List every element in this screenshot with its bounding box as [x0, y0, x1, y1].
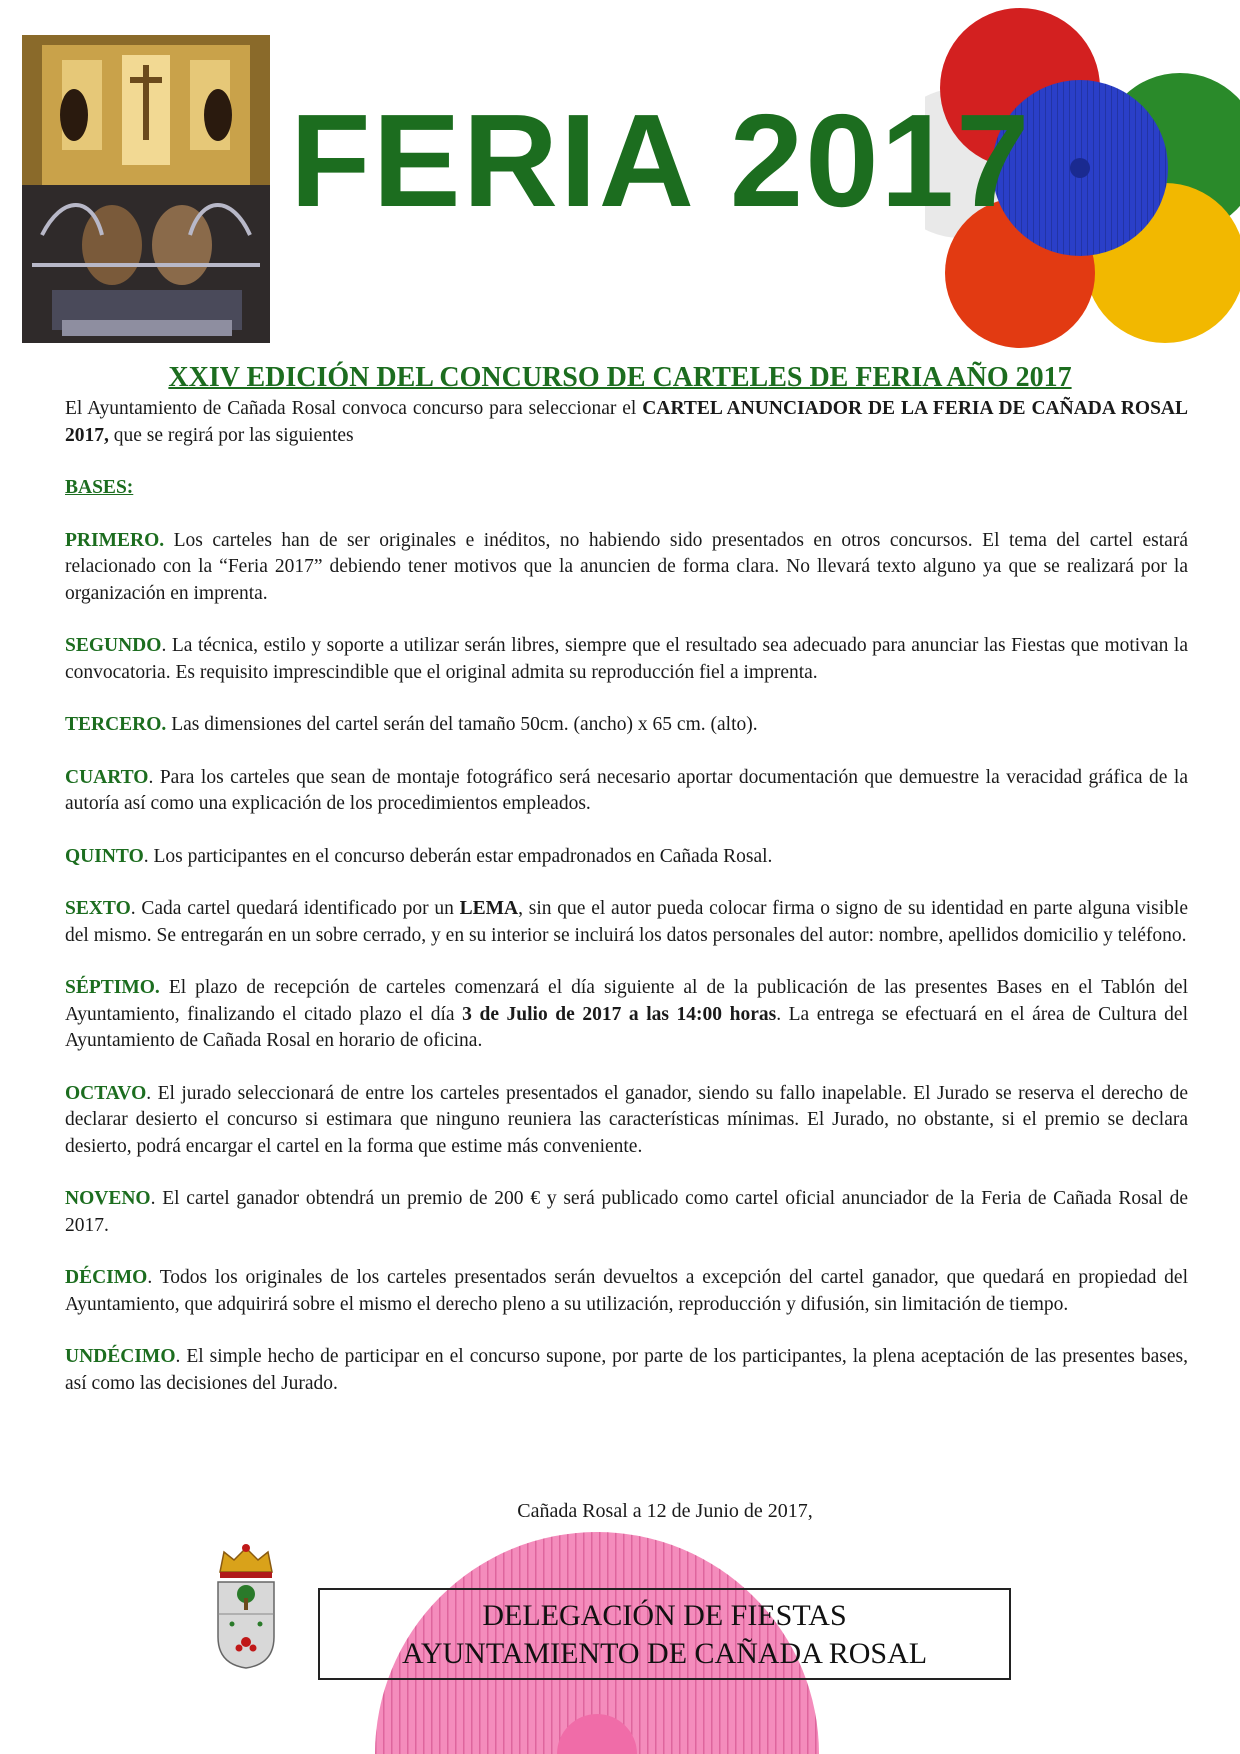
base-text: . Cada cartel quedará identificado por un — [130, 898, 460, 919]
bases-heading-text: BASES: — [65, 477, 134, 498]
signature-line-1: DELEGACIÓN DE FIESTAS — [482, 1599, 847, 1632]
base-text: . La entrega se efectuará en el área de Cultura del Ayuntamiento de Cañada Rosal en horario de oficina. — [65, 1003, 1188, 1051]
base-text: . La técnica, estilo y soporte a utilizar serán libres, siempre que el resultado sea adecuado para anunciar las Fiestas que motivan la convocatoria. Es requisito imprescindible que el original admita su reproducción fiel a imprenta. — [65, 635, 1188, 683]
base-text: . Todos los originales de los carteles presentados serán devueltos a excepción del cartel ganador, que quedará en propiedad del Ayuntamiento, que adquirirá sobre el mismo el derecho pleno a su utilización, reproducción y difusión, sin limitación de tiempo. — [65, 1267, 1188, 1315]
base-paragraph — [65, 896, 1188, 949]
signature-line-2: AYUNTAMIENTO DE CAÑADA ROSAL — [401, 1637, 928, 1670]
base-text: . Para los carteles que sean de montaje fotográfico será necesario aportar documentación que demuestre la veracidad gráfica de la autoría así como una explicación de los procedimientos empleados. — [65, 766, 1188, 814]
intro-text: El Ayuntamiento de Cañada Rosal convoca concurso para seleccionar el — [65, 398, 643, 419]
base-paragraph — [65, 1344, 1188, 1397]
base-text: . El cartel ganador obtendrá un premio de 200 € y será publicado como cartel oficial anunciador de la Feria de Cañada Rosal de 2017. — [65, 1188, 1188, 1236]
base-heading: NOVENO — [65, 1188, 151, 1209]
base-paragraph — [65, 712, 1188, 739]
base-text: Los carteles han de ser originales e inéditos, no habiendo sido presentados en otros concursos. El tema del cartel estará relacionado con la “Feria 2017” debiendo tener motivos que la anuncien de forma clara. No llevará texto alguno ya que se realizará por la organización en imprenta. — [65, 529, 1188, 604]
document-body — [65, 396, 1188, 1423]
intro-text-end: que se regirá por las siguientes — [108, 424, 354, 446]
base-paragraph — [65, 1265, 1188, 1318]
base-heading: SEGUNDO — [65, 635, 162, 656]
base-bold: LEMA — [459, 898, 519, 919]
base-heading: OCTAVO — [65, 1082, 147, 1104]
base-heading: UNDÉCIMO — [65, 1346, 176, 1367]
base-heading: TERCERO. — [65, 714, 167, 735]
base-paragraph — [65, 975, 1188, 1055]
intro-paragraph — [65, 396, 1188, 449]
intro-bold: CARTEL ANUNCIADOR DE LA FERIA DE CAÑADA ROSAL 2017, — [65, 398, 1189, 446]
church-altar-image — [22, 35, 270, 343]
base-paragraph — [65, 528, 1188, 608]
base-heading: SÉPTIMO. — [65, 977, 160, 998]
base-paragraph — [65, 633, 1188, 686]
contest-title: XXIV EDICIÓN DEL CONCURSO DE CARTELES DE FERIA AÑO 2017 — [168, 362, 1072, 393]
base-text: . Los participantes en el concurso deberán estar empadronados en Cañada Rosal. — [143, 845, 773, 867]
base-heading: SEXTO — [65, 898, 131, 919]
base-text: Las dimensiones del cartel serán del tamaño 50cm. (ancho) x 65 cm. (alto). — [166, 714, 758, 735]
base-text: , sin que el autor pueda colocar firma o signo de su identidad en parte alguna visible del mismo. Se entregarán en un sobre cerrado, y en su interior se incluirá los datos personales del autor: nombre, apellidos domicilio y teléfono. — [65, 898, 1188, 946]
date-line: Cañada Rosal a 12 de Junio de 2017, — [517, 1500, 813, 1522]
base-heading: PRIMERO. — [65, 529, 165, 551]
base-paragraph — [65, 765, 1188, 818]
bases-heading — [65, 475, 1188, 502]
page-title: FERIA 2017 — [290, 87, 1032, 234]
base-text: El plazo de recepción de carteles comenzará el día siguiente al de la publicación de las presentes Bases en el Tablón del Ayuntamiento, finalizando el citado plazo el día — [65, 977, 1188, 1025]
base-paragraph — [65, 844, 1188, 871]
base-text: . El jurado seleccionará de entre los carteles presentados el ganador, siendo su fallo inapelable. El Jurado se reserva el derecho de declarar desierto el concurso si estimara que ninguno reuniera las características mínimas. El Jurado, no obstante, si el premio se declara desierto, podrá encargar el cartel en la forma que estime más conveniente. — [65, 1082, 1188, 1157]
base-paragraph — [65, 1081, 1188, 1161]
base-heading: CUARTO — [65, 766, 149, 788]
base-heading: QUINTO — [65, 845, 144, 867]
coat-of-arms-icon — [210, 1542, 282, 1672]
base-text: . El simple hecho de participar en el concurso supone, por parte de los participantes, la plena aceptación de las presentes bases, así como las decisiones del Jurado. — [65, 1346, 1188, 1394]
base-heading: DÉCIMO — [65, 1267, 148, 1288]
base-paragraph — [65, 1186, 1188, 1239]
signature-box — [318, 1588, 1011, 1680]
base-bold: 3 de Julio de 2017 a las 14:00 horas — [462, 1003, 777, 1025]
